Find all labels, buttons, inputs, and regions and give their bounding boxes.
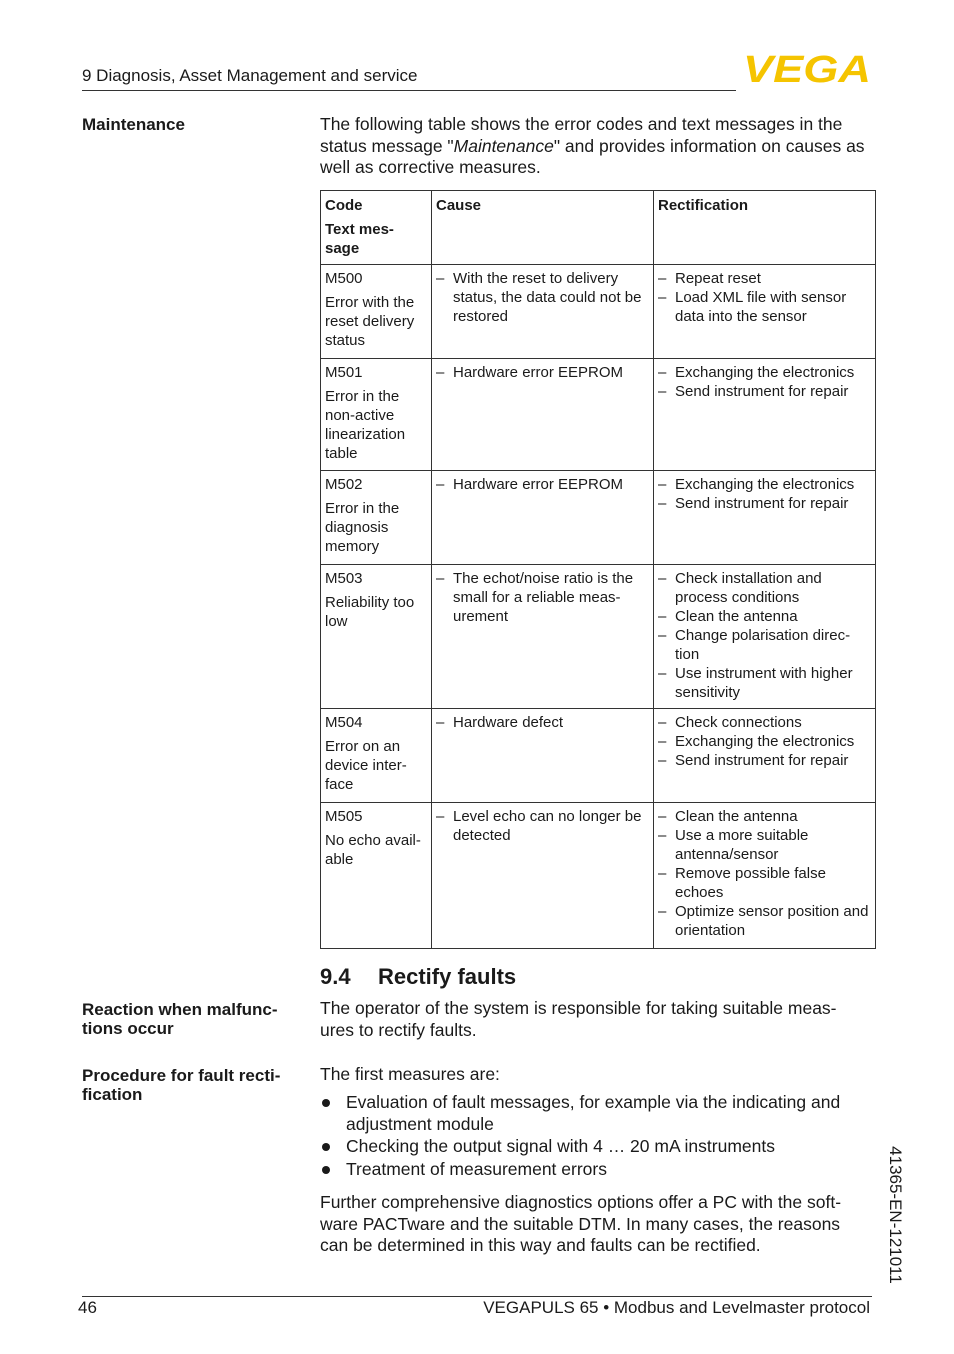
error-code: M500 (325, 270, 363, 287)
rectification-item: – Repeat reset (658, 269, 871, 288)
table-row (321, 471, 876, 565)
rectification-item: – Load XML file with sensor data into the sensor (658, 288, 871, 326)
cause-list (436, 269, 649, 326)
code-cell (321, 565, 432, 709)
cause-item: – Hardware error EEPROM (436, 363, 649, 382)
first-measures-list (320, 1092, 870, 1181)
rectification-item: – Use instrument with higher sensitivity (658, 664, 871, 702)
error-message: Error with the reset delivery status (325, 294, 415, 349)
error-code: M503 (325, 570, 363, 587)
cause-cell (432, 803, 654, 949)
reaction-label: Reaction when malfunc-tions occur (82, 1000, 278, 1038)
cause-cell (432, 471, 654, 565)
rectification-list (658, 807, 871, 940)
cause-item: – Level echo can no longer be detected (436, 807, 649, 845)
document-code-text: 41365-EN-121011 (886, 1146, 905, 1284)
rectification-cell (654, 709, 876, 803)
running-header-title: 9 Diagnosis, Asset Management and service (82, 66, 418, 85)
vega-logo (742, 52, 872, 84)
cause-list (436, 713, 649, 732)
cause-item: – With the reset to delivery status, the data could not be restored (436, 269, 649, 326)
code-cell (321, 471, 432, 565)
error-message: Reliability too low (325, 594, 415, 630)
cause-item: – Hardware defect (436, 713, 649, 732)
error-code: M502 (325, 476, 363, 493)
cause-list (436, 363, 649, 382)
header-text-message: Text mes-sage (325, 221, 394, 257)
header-code: Code (325, 197, 363, 214)
list-item: Treatment of measurement errors (320, 1159, 870, 1181)
rectification-list (658, 569, 871, 702)
footer-product: VEGAPULS 65 • Modbus and Levelmaster protocol (483, 1298, 870, 1317)
rectification-cell (654, 565, 876, 709)
maintenance-table (320, 190, 876, 949)
cause-list (436, 569, 649, 626)
header-rule (82, 90, 736, 91)
rectification-item: – Check connections (658, 713, 871, 732)
first-measures-text: The first measures are: (320, 1064, 500, 1084)
rectification-list (658, 713, 871, 770)
error-message: No echo avail-able (325, 832, 421, 868)
rectification-item: – Optimize sensor position and orientation (658, 902, 871, 940)
table-header-row (321, 191, 876, 265)
table-row (321, 265, 876, 359)
code-cell (321, 709, 432, 803)
cause-cell (432, 709, 654, 803)
error-message: Error on an device inter-face (325, 738, 407, 793)
error-code: M501 (325, 364, 363, 381)
rectification-list (658, 475, 871, 513)
intro-text-after: " and provides information on causes as well as corrective measures. (320, 135, 865, 177)
header-rectification: Rectification (654, 191, 876, 265)
table-row (321, 359, 876, 471)
header-code-cell (321, 191, 432, 265)
cause-cell (432, 265, 654, 359)
page-number: 46 (78, 1298, 97, 1317)
rectification-list (658, 363, 871, 401)
rectification-item: – Check installation and process conditions (658, 569, 871, 607)
rectification-item: – Use a more suitable antenna/sensor (658, 826, 871, 864)
rectification-cell (654, 471, 876, 565)
rectification-item: – Clean the antenna (658, 607, 871, 626)
cause-list (436, 475, 649, 494)
intro-text-italic: Maintenance (453, 135, 554, 156)
rectification-item: – Remove possible false echoes (658, 864, 871, 902)
rectification-cell (654, 359, 876, 471)
table-row (321, 565, 876, 709)
list-item: Evaluation of fault messages, for example via the indicating and adjustment module (320, 1092, 870, 1135)
maintenance-label: Maintenance (82, 115, 185, 134)
error-message: Error in the diagnosis memory (325, 500, 400, 555)
rectification-item: – Clean the antenna (658, 807, 871, 826)
cause-item: – Hardware error EEPROM (436, 475, 649, 494)
rectification-item: – Send instrument for repair (658, 494, 871, 513)
section-title: Rectify faults (378, 964, 517, 989)
table-row (321, 803, 876, 949)
cause-list (436, 807, 649, 845)
rectification-item: – Send instrument for repair (658, 382, 871, 401)
code-cell (321, 803, 432, 949)
table-body (321, 265, 876, 949)
rectification-list (658, 269, 871, 326)
table-row (321, 709, 876, 803)
error-code: M504 (325, 714, 363, 731)
cause-cell (432, 359, 654, 471)
error-code: M505 (325, 808, 363, 825)
list-item: Checking the output signal with 4 … 20 mA instruments (320, 1136, 870, 1158)
footer-rule (82, 1296, 872, 1297)
maintenance-intro (320, 114, 870, 179)
code-cell (321, 359, 432, 471)
error-message: Error in the non-active linearization table (325, 388, 406, 462)
rectification-cell (654, 803, 876, 949)
cause-item: – The echot/noise ratio is the small for a reliable meas-urement (436, 569, 649, 626)
closing-paragraph: Further comprehensive diagnostics options offer a PC with the soft-ware PACTware and the suitable DTM. In many cases, the reasons can be determined in this way and faults can be rectified. (320, 1192, 842, 1255)
rectification-item: – Exchanging the electronics (658, 363, 871, 382)
section-number: 9.4 (320, 964, 351, 989)
cause-cell (432, 565, 654, 709)
code-cell (321, 265, 432, 359)
vega-logo-text: VEGA (743, 52, 871, 84)
procedure-label: Procedure for fault recti-fication (82, 1066, 281, 1104)
header-cause: Cause (432, 191, 654, 265)
rectification-item: – Send instrument for repair (658, 751, 871, 770)
rectification-item: – Exchanging the electronics (658, 732, 871, 751)
intro-text-before: The following table shows the error codes and text messages in the status message " (320, 114, 843, 156)
document-code-vertical (880, 1140, 910, 1290)
rectification-cell (654, 265, 876, 359)
section-heading (320, 964, 516, 990)
reaction-text: The operator of the system is responsible for taking suitable meas-ures to rectify faults. (320, 998, 837, 1040)
rectification-item: – Exchanging the electronics (658, 475, 871, 494)
rectification-item: – Change polarisation direc-tion (658, 626, 871, 664)
